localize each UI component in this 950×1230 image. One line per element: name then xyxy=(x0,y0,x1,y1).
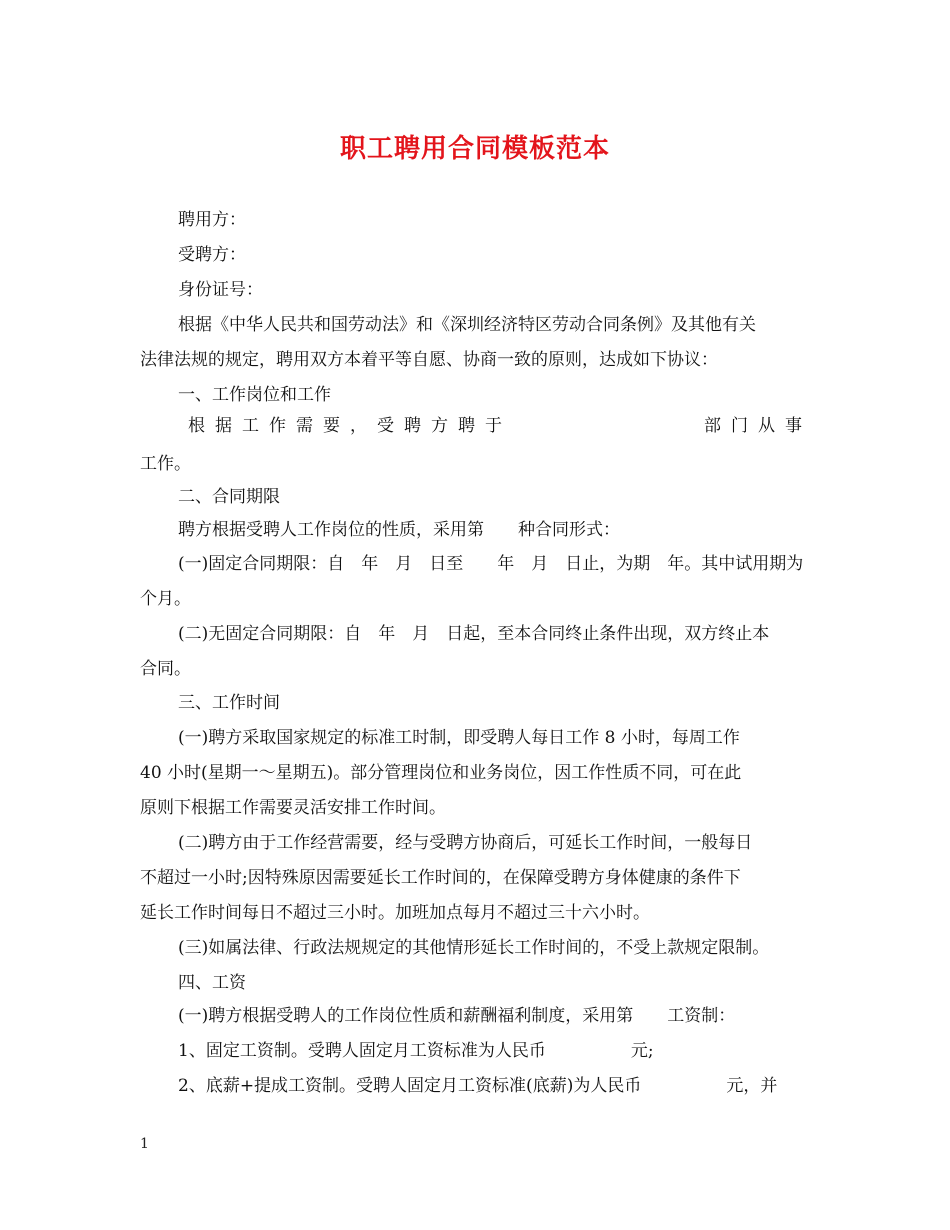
section-1-text-right: 部门从事 xyxy=(704,416,812,436)
section-2-item-1-line-1: (一)固定合同期限：自 年 月 日至 年 月 日止，为期 年。其中试用期为 xyxy=(178,554,804,574)
section-3-item-1-line-1: (一)聘方采取国家规定的标准工时制，即受聘人每日工作 8 小时，每周工作 xyxy=(178,728,740,748)
section-4-sub-1: 1、固定工资制。受聘人固定月工资标准为人民币 元; xyxy=(178,1041,654,1061)
intro-line-2: 法律法规的规定，聘用双方本着平等自愿、协商一致的原则，达成如下协议： xyxy=(140,350,718,370)
section-3-item-1-line-3: 原则下根据工作需要灵活安排工作时间。 xyxy=(140,798,446,818)
section-3-heading: 三、工作时间 xyxy=(178,693,280,713)
section-4-sub-2: 2、底薪+提成工资制。受聘人固定月工资标准(底薪)为人民币 元，并 xyxy=(178,1076,778,1096)
section-1-text-end: 工作。 xyxy=(140,454,191,474)
section-3-item-1-line-2: 40 小时(星期一～星期五)。部分管理岗位和业务岗位，因工作性质不同，可在此 xyxy=(140,763,742,783)
section-1-text-left: 根据工作需要，受聘方聘于 xyxy=(188,416,512,436)
section-1-text xyxy=(188,414,812,438)
intro-line-1: 根据《中华人民共和国劳动法》和《深圳经济特区劳动合同条例》及其他有关 xyxy=(178,315,756,335)
section-2-line-1: 聘方根据受聘人工作岗位的性质，采用第 种合同形式： xyxy=(178,520,620,540)
section-2-item-2-line-1: (二)无固定合同期限：自 年 月 日起，至本合同终止条件出现，双方终止本 xyxy=(178,624,770,644)
page-number: 1 xyxy=(140,1136,149,1152)
section-2-item-1-line-2: 个月。 xyxy=(140,589,191,609)
section-1-heading: 一、工作岗位和工作 xyxy=(178,385,331,405)
section-3-item-2-line-3: 延长工作时间每日不超过三小时。加班加点每月不超过三十六小时。 xyxy=(140,903,650,923)
section-3-item-2-line-2: 不超过一小时;因特殊原因需要延长工作时间的，在保障受聘方身体健康的条件下 xyxy=(140,868,741,888)
section-3-item-2-line-1: (二)聘方由于工作经营需要，经与受聘方协商后，可延长工作时间，一般每日 xyxy=(178,833,753,853)
employer-label: 聘用方： xyxy=(178,210,246,230)
employee-label: 受聘方： xyxy=(178,245,246,265)
section-4-item-1-line-1: (一)聘方根据受聘人的工作岗位性质和薪酬福利制度，采用第 工资制： xyxy=(178,1006,736,1026)
section-4-heading: 四、工资 xyxy=(178,973,246,993)
section-3-item-3-line-1: (三)如属法律、行政法规规定的其他情形延长工作时间的，不受上款规定限制。 xyxy=(178,938,770,958)
id-number-label: 身份证号： xyxy=(178,280,263,300)
document-title: 职工聘用合同模板范本 xyxy=(339,134,610,164)
section-2-item-2-line-2: 合同。 xyxy=(140,659,191,679)
section-2-heading: 二、合同期限 xyxy=(178,487,280,507)
